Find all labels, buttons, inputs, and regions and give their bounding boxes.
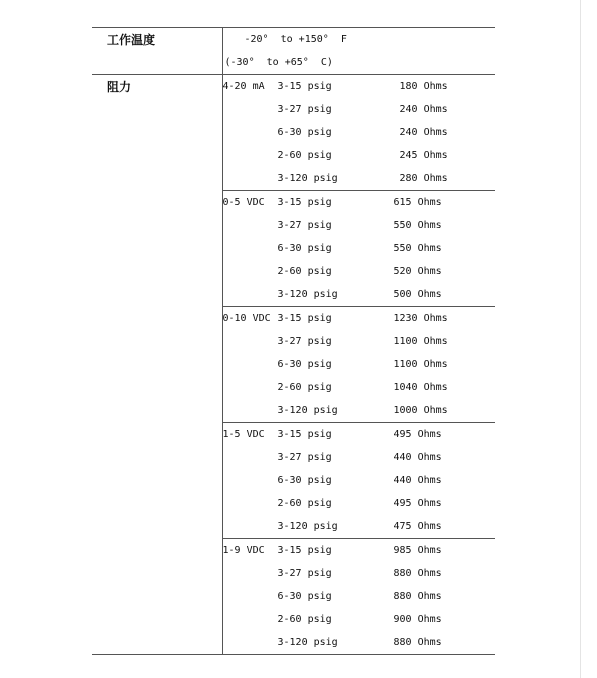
pressure-range: 3-27 psig <box>277 104 332 115</box>
resistance-line <box>223 144 496 167</box>
resistance-value: 880 Ohms <box>393 591 442 602</box>
resistance-line <box>223 631 496 654</box>
pressure-range: 3-27 psig <box>277 220 332 231</box>
pressure-range: 3-120 psig <box>277 289 338 300</box>
resistance-line <box>223 376 496 399</box>
resistance-value: 1040 Ohms <box>393 382 448 393</box>
pressure-range: 3-15 psig <box>277 545 332 556</box>
resistance-line <box>223 98 496 121</box>
pressure-range: 3-27 psig <box>277 336 332 347</box>
resistance-value: 495 Ohms <box>393 429 442 440</box>
resistance-line <box>223 121 496 144</box>
resistance-groups <box>223 75 496 654</box>
resistance-line <box>223 585 496 608</box>
resistance-line <box>223 469 496 492</box>
resistance-label: 阻力 <box>107 80 132 94</box>
pressure-range: 3-27 psig <box>277 568 332 579</box>
resistance-line <box>223 446 496 469</box>
resistance-line <box>223 167 496 190</box>
resistance-value: 440 Ohms <box>393 475 442 486</box>
resistance-line <box>223 492 496 515</box>
resistance-value: 880 Ohms <box>393 568 442 579</box>
resistance-value: 615 Ohms <box>393 197 442 208</box>
signal-type: 0-10 VDC <box>222 313 271 324</box>
resistance-value: 240 Ohms <box>399 104 448 115</box>
resistance-line <box>223 283 496 306</box>
pressure-range: 3-120 psig <box>277 521 338 532</box>
resistance-row <box>92 75 495 655</box>
resistance-line <box>223 515 496 538</box>
resistance-line <box>223 562 496 585</box>
signal-type: 1-5 VDC <box>222 429 265 440</box>
resistance-value: 1100 Ohms <box>393 336 448 347</box>
resistance-line <box>223 214 496 237</box>
resistance-line <box>223 237 496 260</box>
pressure-range: 2-60 psig <box>277 150 332 161</box>
resistance-value: 900 Ohms <box>393 614 442 625</box>
temperature-fahrenheit: -20° to +150° F <box>244 34 347 45</box>
signal-type: 0-5 VDC <box>222 197 265 208</box>
signal-group <box>223 190 496 306</box>
resistance-value: 180 Ohms <box>399 81 448 92</box>
resistance-value: 985 Ohms <box>393 545 442 556</box>
resistance-line <box>223 423 496 446</box>
pressure-range: 3-15 psig <box>277 81 332 92</box>
signal-group <box>223 422 496 538</box>
pressure-range: 3-27 psig <box>277 452 332 463</box>
temperature-label-cell <box>92 28 222 75</box>
pressure-range: 2-60 psig <box>277 498 332 509</box>
resistance-value: 280 Ohms <box>399 173 448 184</box>
resistance-value: 1100 Ohms <box>393 359 448 370</box>
resistance-line <box>223 191 496 214</box>
pressure-range: 3-120 psig <box>277 405 338 416</box>
pressure-range: 6-30 psig <box>277 591 332 602</box>
resistance-line <box>223 353 496 376</box>
pressure-range: 3-15 psig <box>277 313 332 324</box>
resistance-value: 1230 Ohms <box>393 313 448 324</box>
resistance-line <box>223 75 496 98</box>
resistance-value: 550 Ohms <box>393 243 442 254</box>
signal-group <box>223 538 496 654</box>
resistance-value: 240 Ohms <box>399 127 448 138</box>
signal-type: 4-20 mA <box>222 81 265 92</box>
resistance-value-cell <box>222 75 495 655</box>
pressure-range: 3-15 psig <box>277 197 332 208</box>
resistance-value: 245 Ohms <box>399 150 448 161</box>
page-edge-divider <box>580 0 581 678</box>
resistance-value: 440 Ohms <box>393 452 442 463</box>
spec-table <box>92 27 495 655</box>
pressure-range: 2-60 psig <box>277 614 332 625</box>
resistance-line <box>223 608 496 631</box>
resistance-line <box>223 399 496 422</box>
temperature-value-cell <box>222 28 495 75</box>
resistance-value: 1000 Ohms <box>393 405 448 416</box>
resistance-value: 495 Ohms <box>393 498 442 509</box>
resistance-value: 475 Ohms <box>393 521 442 532</box>
resistance-value: 550 Ohms <box>393 220 442 231</box>
temperature-row <box>92 28 495 75</box>
resistance-line <box>223 539 496 562</box>
pressure-range: 6-30 psig <box>277 359 332 370</box>
resistance-line <box>223 330 496 353</box>
resistance-value: 500 Ohms <box>393 289 442 300</box>
pressure-range: 3-15 psig <box>277 429 332 440</box>
resistance-line <box>223 307 496 330</box>
resistance-value: 520 Ohms <box>393 266 442 277</box>
pressure-range: 6-30 psig <box>277 127 332 138</box>
pressure-range: 6-30 psig <box>277 243 332 254</box>
temperature-label: 工作温度 <box>107 33 156 47</box>
temperature-celsius: (-30° to +65° C) <box>224 57 333 68</box>
resistance-line <box>223 260 496 283</box>
signal-type: 1-9 VDC <box>222 545 265 556</box>
pressure-range: 6-30 psig <box>277 475 332 486</box>
signal-group <box>223 306 496 422</box>
pressure-range: 3-120 psig <box>277 173 338 184</box>
pressure-range: 2-60 psig <box>277 266 332 277</box>
resistance-value: 880 Ohms <box>393 637 442 648</box>
resistance-label-cell <box>92 75 222 655</box>
pressure-range: 2-60 psig <box>277 382 332 393</box>
pressure-range: 3-120 psig <box>277 637 338 648</box>
signal-group <box>223 75 496 190</box>
